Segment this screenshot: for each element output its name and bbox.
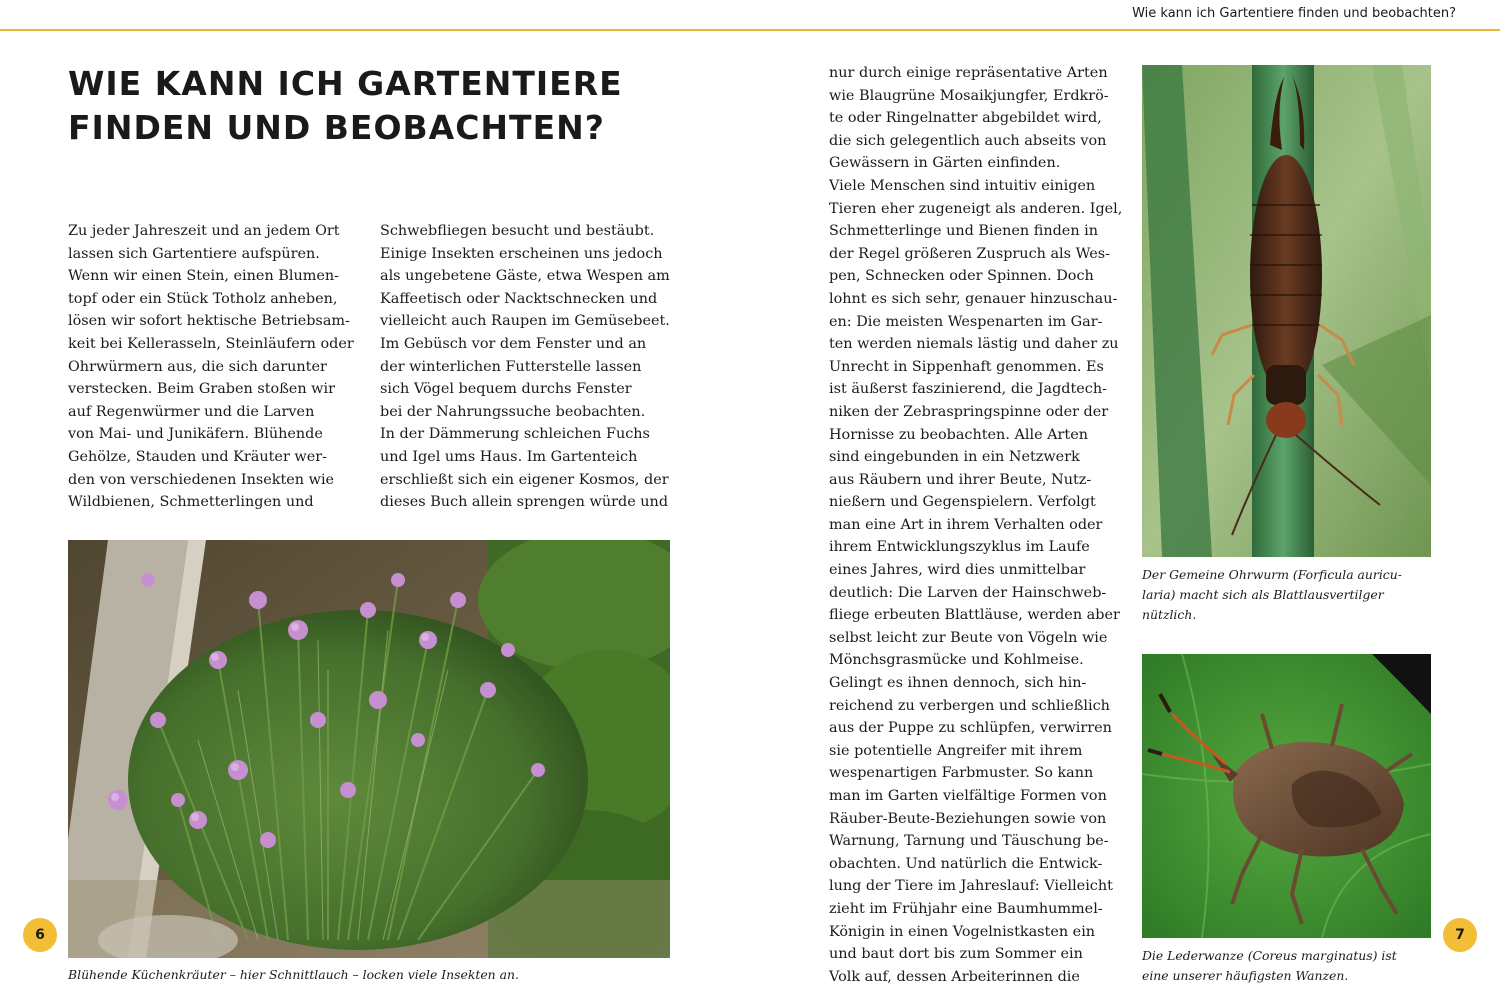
caption-line: laria) macht sich als Blattlausvertilger	[1142, 587, 1384, 602]
text-line: Schmetterlinge und Bienen finden in	[829, 223, 1099, 240]
caption-line: Der Gemeine Ohrwurm (Forficula auricu-	[1142, 567, 1402, 582]
earwig-caption	[1142, 565, 1402, 625]
earwig-photo	[1142, 65, 1431, 557]
text-line: Räuber-Beute-Beziehungen sowie von	[829, 810, 1107, 827]
text-line: Königin in einen Vogelnistkasten ein	[829, 923, 1096, 940]
text-line: zieht im Frühjahr eine Baumhummel-	[829, 900, 1103, 917]
page-title-line: FINDEN UND BEOBACHTEN?	[68, 108, 605, 147]
text-line: te oder Ringelnatter abgebildet wird,	[829, 110, 1102, 127]
text-line: Ohrwürmern aus, die sich darunter	[68, 358, 327, 375]
text-line: Volk auf, dessen Arbeiterinnen die	[829, 968, 1080, 985]
text-line: Gehölze, Stauden und Kräuter wer-	[68, 448, 327, 465]
text-line: vielleicht auch Raupen im Gemüsebeet.	[380, 313, 670, 330]
leatherbug-caption	[1142, 946, 1397, 986]
text-line: en: Die meisten Wespenarten im Gar-	[829, 313, 1103, 330]
text-line: und baut dort bis zum Sommer ein	[829, 946, 1083, 963]
text-line: reichend zu verbergen und schließlich	[829, 697, 1110, 714]
text-line: wie Blaugrüne Mosaikjungfer, Erdkrö-	[829, 87, 1109, 104]
text-line: selbst leicht zur Beute von Vögeln wie	[829, 629, 1108, 646]
text-line: von Mai- und Junikäfern. Blühende	[68, 426, 323, 443]
text-line: fliege erbeuten Blattläuse, werden aber	[829, 607, 1120, 624]
text-line: der Regel größeren Zuspruch als Wes-	[829, 245, 1110, 262]
text-line: Hornisse zu beobachten. Alle Arten	[829, 426, 1089, 443]
page-title-line: WIE KANN ICH GARTENTIERE	[68, 64, 623, 103]
text-line: Gelingt es ihnen dennoch, sich hin-	[829, 675, 1087, 692]
text-line: In der Dämmerung schleichen Fuchs	[380, 426, 650, 443]
chives-caption	[68, 965, 519, 985]
text-line: die sich gelegentlich auch abseits von	[829, 132, 1107, 149]
text-line: Wildbienen, Schmetterlingen und	[68, 494, 314, 511]
text-line: man eine Art in ihrem Verhalten oder	[829, 516, 1103, 533]
caption-line: Die Lederwanze (Coreus marginatus) ist	[1142, 948, 1397, 963]
text-line: obachten. Und natürlich die Entwick-	[829, 855, 1103, 872]
text-line: Im Gebüsch vor dem Fenster und an	[380, 335, 647, 352]
text-line: man im Garten vielfältige Formen von	[829, 788, 1107, 804]
text-line: erschließt sich ein eigener Kosmos, der	[380, 471, 669, 488]
text-line: aus Räubern und ihrer Beute, Nutz-	[829, 471, 1092, 488]
text-line: aus der Puppe zu schlüpfen, verwirren	[829, 720, 1112, 737]
header-rule	[0, 29, 1500, 31]
text-line: nur durch einige repräsentative Arten	[829, 65, 1108, 81]
text-line: Mönchsgrasmücke und Kohlmeise.	[829, 652, 1084, 669]
text-line: Zu jeder Jahreszeit und an jedem Ort	[68, 223, 340, 239]
page-number-right: 7	[1443, 918, 1477, 952]
text-line: Tieren eher zugeneigt als anderen. Igel,	[829, 200, 1123, 217]
text-line: Viele Menschen sind intuitiv einigen	[829, 177, 1096, 194]
chives-photo	[68, 540, 670, 958]
body-column-2	[380, 220, 670, 514]
text-line: Gewässern in Gärten einfinden.	[829, 155, 1061, 172]
text-line: ten werden niemals lästig und daher zu	[829, 336, 1119, 353]
caption-line: nützlich.	[1142, 607, 1197, 622]
text-line: sind eingebunden in ein Netzwerk	[829, 449, 1080, 466]
text-line: Unrecht in Sippenhaft genommen. Es	[829, 358, 1104, 375]
text-line: bei der Nahrungssuche beobachten.	[380, 403, 646, 420]
text-line: lösen wir sofort hektische Betriebsam-	[68, 313, 350, 330]
text-line: dieses Buch allein sprengen würde und	[380, 494, 669, 511]
text-line: lung der Tiere im Jahreslauf: Vielleicht	[829, 878, 1113, 895]
text-line: ihrem Entwicklungszyklus im Laufe	[829, 539, 1090, 556]
text-line: den von verschiedenen Insekten wie	[68, 471, 335, 488]
text-line: sich Vögel bequem durchs Fenster	[380, 381, 632, 398]
text-line: deutlich: Die Larven der Hainschweb-	[829, 584, 1107, 601]
text-line: sie potentielle Angreifer mit ihrem	[829, 742, 1083, 759]
text-line: und Igel ums Haus. Im Gartenteich	[380, 448, 638, 465]
caption-line: eine unserer häufigsten Wanzen.	[1142, 968, 1349, 983]
text-line: verstecken. Beim Graben stoßen wir	[68, 381, 335, 398]
text-line: nießern und Gegenspielern. Verfolgt	[829, 494, 1096, 511]
text-line: Kaffeetisch oder Nacktschnecken und	[380, 290, 658, 307]
body-column-1	[68, 220, 354, 514]
text-line: topf oder ein Stück Totholz anheben,	[68, 290, 338, 307]
text-line: wespenartigen Farbmuster. So kann	[829, 765, 1094, 782]
text-line: Warnung, Tarnung und Täuschung be-	[829, 833, 1109, 850]
text-line: der winterlichen Futterstelle lassen	[380, 358, 642, 375]
text-line: Schwebfliegen besucht und bestäubt.	[380, 223, 655, 239]
text-line: eines Jahres, wird dies unmittelbar	[829, 562, 1086, 579]
text-line: pen, Schnecken oder Spinnen. Doch	[829, 268, 1094, 285]
page-title	[68, 62, 623, 150]
text-line: Einige Insekten erscheinen uns jedoch	[380, 245, 663, 262]
leatherbug-photo	[1142, 654, 1431, 938]
text-line: Wenn wir einen Stein, einen Blumen-	[68, 268, 340, 285]
text-line: lohnt es sich sehr, genauer hinzuschau-	[829, 290, 1118, 307]
text-line: lassen sich Gartentiere aufspüren.	[68, 245, 320, 262]
text-line: auf Regenwürmer und die Larven	[68, 403, 315, 420]
body-column-3	[829, 62, 1122, 988]
text-line: niken der Zebraspringspinne oder der	[829, 403, 1109, 420]
text-line: keit bei Kellerasseln, Steinläufern oder	[68, 335, 354, 352]
text-line: ist äußerst faszinierend, die Jagdtech-	[829, 381, 1107, 398]
caption-line: Blühende Küchenkräuter – hier Schnittlauch – locken viele Insekten an.	[68, 967, 519, 982]
running-head: Wie kann ich Gartentiere finden und beobachten?	[1132, 6, 1456, 21]
text-line: als ungebetene Gäste, etwa Wespen am	[380, 268, 670, 285]
page-number-left: 6	[23, 918, 57, 952]
